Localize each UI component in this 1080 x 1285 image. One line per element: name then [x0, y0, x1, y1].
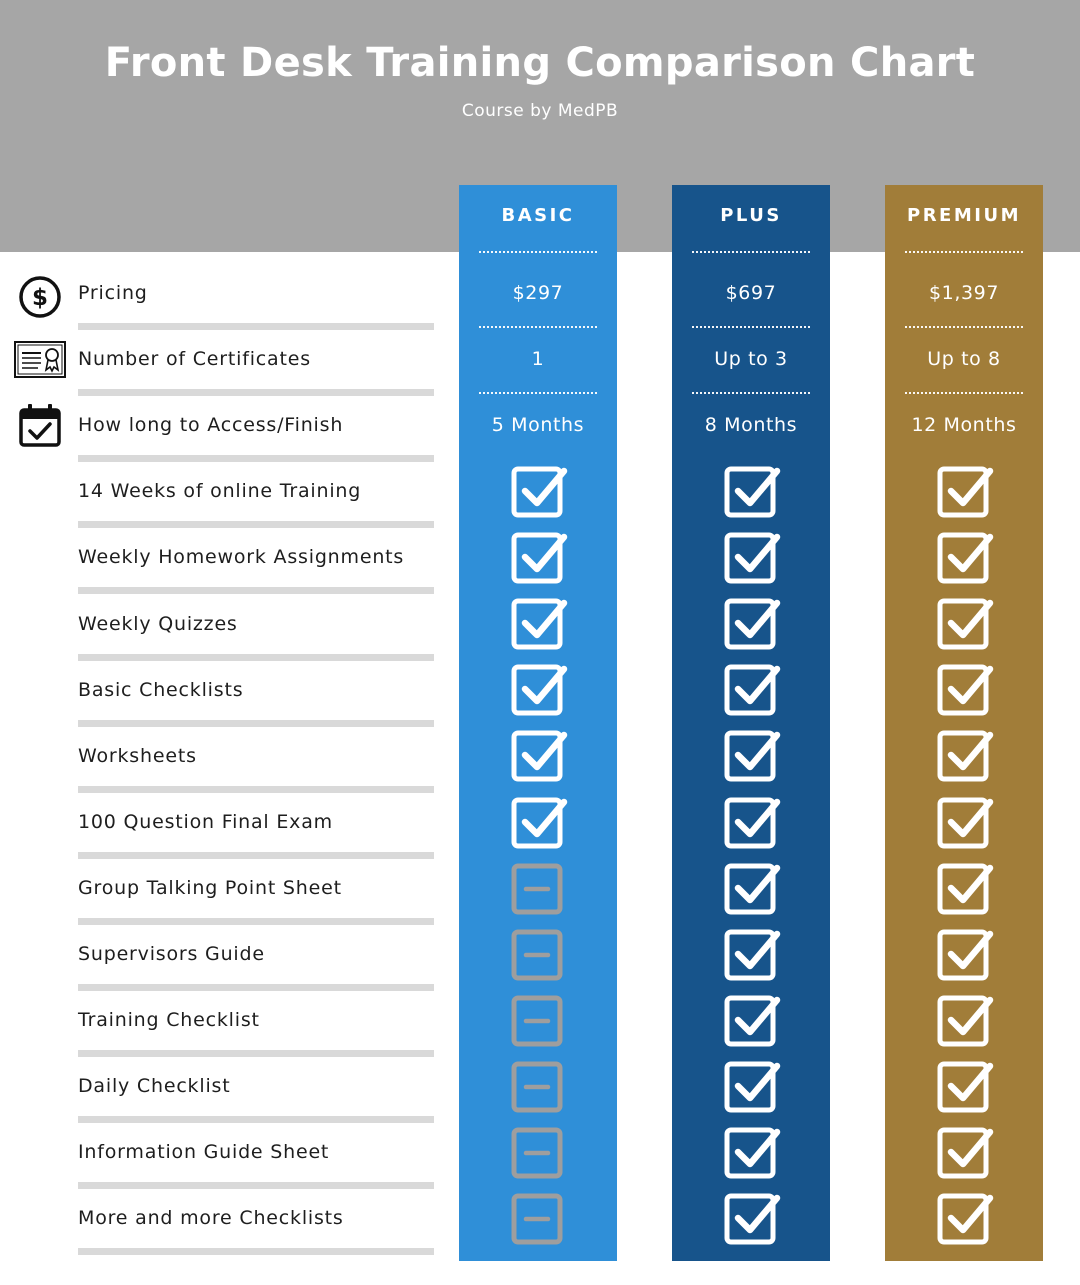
- check-icon: [722, 860, 782, 920]
- certificate-icon: [13, 339, 67, 385]
- plan-name: PLUS: [720, 205, 782, 226]
- check-icon: [509, 727, 569, 787]
- row-divider: [78, 654, 434, 661]
- plan-access-value: 12 Months: [911, 414, 1017, 436]
- check-icon: [935, 595, 995, 655]
- plan-divider: [479, 392, 597, 394]
- check-icon: [935, 661, 995, 721]
- check-icon: [722, 529, 782, 589]
- plan-access-value: 5 Months: [491, 414, 585, 436]
- row-divider: [78, 1050, 434, 1057]
- row-label: 100 Question Final Exam: [78, 810, 333, 833]
- check-icon: [722, 1190, 782, 1250]
- plan-divider: [479, 251, 597, 253]
- check-icon: [509, 463, 569, 523]
- row-label: Basic Checklists: [78, 678, 244, 701]
- check-icon: [935, 794, 995, 854]
- plan-divider: [905, 392, 1023, 394]
- plan-divider: [905, 251, 1023, 253]
- row-divider: [78, 720, 434, 727]
- not-included-icon: [509, 992, 569, 1052]
- row-divider: [78, 521, 434, 528]
- check-icon: [509, 595, 569, 655]
- plan-divider: [905, 326, 1023, 328]
- check-icon: [722, 992, 782, 1052]
- check-icon: [935, 926, 995, 986]
- check-icon: [722, 926, 782, 986]
- row-label: Group Talking Point Sheet: [78, 876, 342, 899]
- row-divider: [78, 323, 434, 330]
- row-divider: [78, 984, 434, 991]
- row-divider: [78, 1248, 434, 1255]
- page-title: Front Desk Training Comparison Chart: [104, 40, 976, 86]
- check-icon: [722, 1058, 782, 1118]
- row-divider: [78, 455, 434, 462]
- row-label: Training Checklist: [78, 1009, 260, 1032]
- plan-certificates-value: 1: [531, 348, 545, 370]
- row-label: Daily Checklist: [78, 1075, 231, 1098]
- plan-pricing-value: $697: [725, 282, 777, 304]
- plan-divider: [692, 392, 810, 394]
- plan-pricing-value: $297: [512, 282, 564, 304]
- not-included-icon: [509, 1058, 569, 1118]
- svg-text:$: $: [31, 285, 49, 311]
- plan-certificates-value: Up to 3: [714, 348, 788, 370]
- row-divider: [78, 852, 434, 859]
- row-divider: [78, 786, 434, 793]
- check-icon: [935, 1058, 995, 1118]
- check-icon: [722, 463, 782, 523]
- row-label: Pricing: [78, 282, 148, 304]
- check-icon: [935, 992, 995, 1052]
- plan-certificates-value: Up to 8: [927, 348, 1001, 370]
- row-divider: [78, 1182, 434, 1189]
- not-included-icon: [509, 926, 569, 986]
- check-icon: [935, 727, 995, 787]
- plan-divider: [692, 251, 810, 253]
- row-label: Weekly Homework Assignments: [78, 546, 405, 569]
- row-label: Weekly Quizzes: [78, 612, 238, 635]
- row-divider: [78, 918, 434, 925]
- plan-divider: [479, 326, 597, 328]
- not-included-icon: [509, 860, 569, 920]
- check-icon: [722, 661, 782, 721]
- check-icon: [509, 661, 569, 721]
- row-divider: [78, 587, 434, 594]
- plan-pricing-value: $1,397: [928, 282, 1000, 304]
- plan-name: PREMIUM: [907, 205, 1021, 226]
- check-icon: [722, 727, 782, 787]
- row-label: How long to Access/Finish: [78, 414, 344, 437]
- page-subtitle: Course by MedPB: [461, 101, 619, 121]
- calendar-check-icon: [18, 402, 62, 452]
- not-included-icon: [509, 1190, 569, 1250]
- check-icon: [509, 794, 569, 854]
- plan-access-value: 8 Months: [704, 414, 798, 436]
- check-icon: [935, 860, 995, 920]
- check-icon: [935, 463, 995, 523]
- check-icon: [722, 595, 782, 655]
- row-label: Worksheets: [78, 744, 197, 767]
- check-icon: [935, 1124, 995, 1184]
- row-label: More and more Checklists: [78, 1207, 344, 1230]
- dollar-icon: [17, 274, 63, 324]
- check-icon: [509, 529, 569, 589]
- check-icon: [722, 794, 782, 854]
- plan-divider: [692, 326, 810, 328]
- not-included-icon: [509, 1124, 569, 1184]
- row-label: Number of Certificates: [78, 348, 311, 371]
- check-icon: [935, 1190, 995, 1250]
- check-icon: [722, 1124, 782, 1184]
- row-label: Supervisors Guide: [78, 943, 265, 965]
- row-label: Information Guide Sheet: [78, 1141, 330, 1164]
- plan-name: BASIC: [501, 205, 575, 226]
- row-divider: [78, 1116, 434, 1123]
- check-icon: [935, 529, 995, 589]
- row-divider: [78, 389, 434, 396]
- row-label: 14 Weeks of online Training: [78, 480, 362, 503]
